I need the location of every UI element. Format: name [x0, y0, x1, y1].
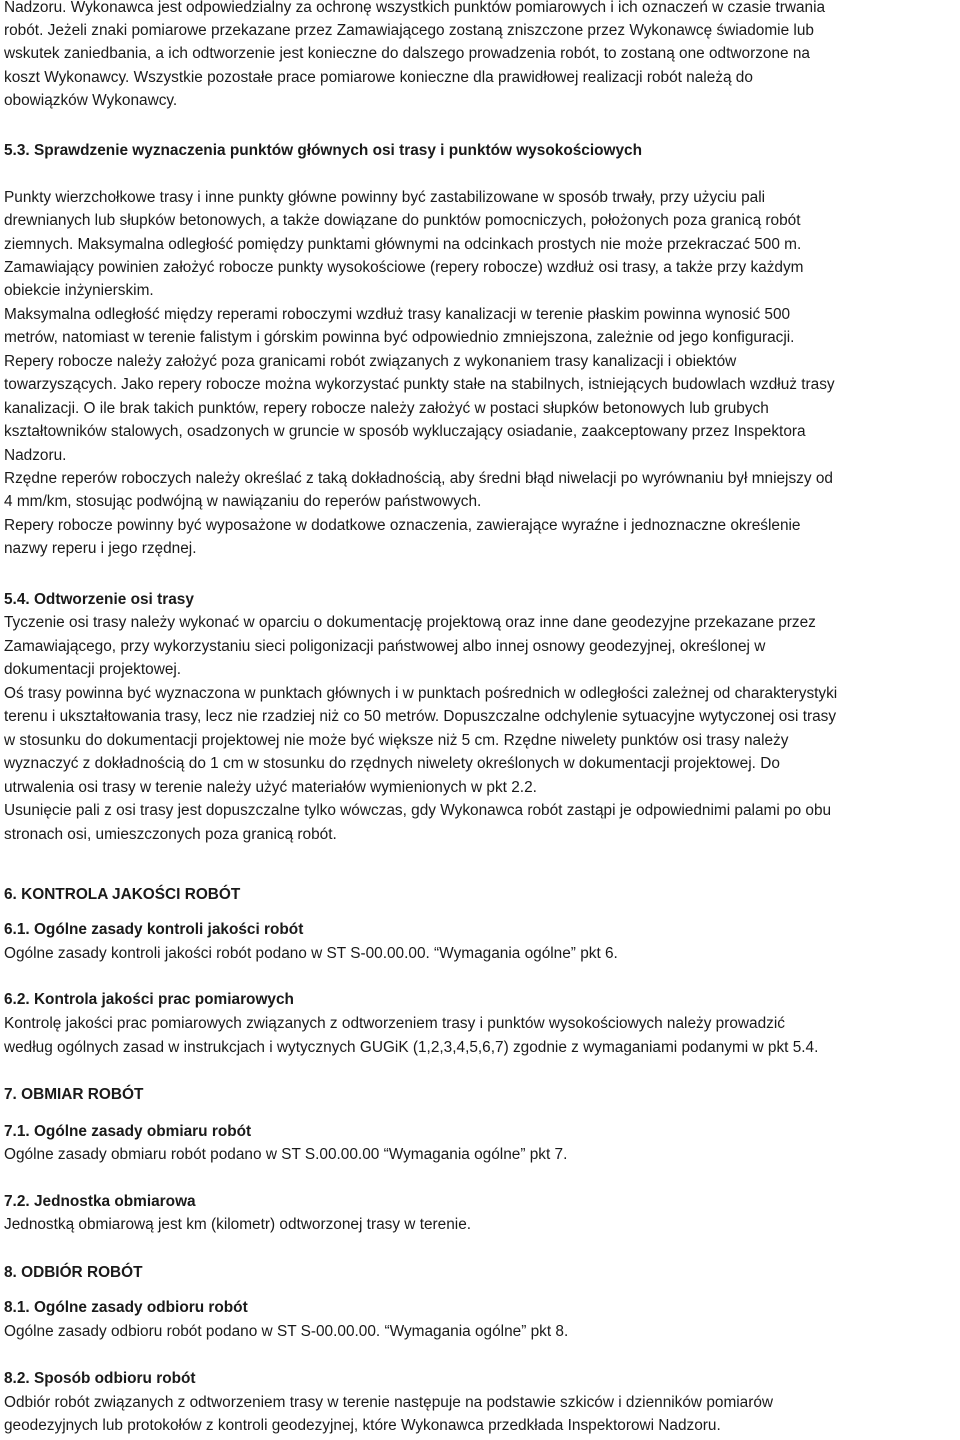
subsection-heading: 7.1. Ogólne zasady obmiaru robót	[4, 1123, 252, 1140]
paragraph-line: kanalizacji. O ile brak takich punktów, repery robocze należy założyć w postaci słupków betonowych lub grubych	[4, 400, 769, 417]
subsection-heading: 8.1. Ogólne zasady odbioru robót	[4, 1299, 248, 1316]
paragraph-line: Ogólne zasady obmiaru robót podano w ST S.00.00.00 “Wymagania ogólne” pkt 7.	[4, 1146, 568, 1163]
paragraph-line: wyznaczyć z dokładnością do 1 cm w stosunku do rzędnych niwelety określonych w dokumentacji projektowej. Do	[4, 755, 780, 772]
section-heading: 8. ODBIÓR ROBÓT	[4, 1264, 143, 1281]
paragraph-line: obiekcie inżynierskim.	[4, 282, 154, 299]
paragraph-line: dokumentacji projektowej.	[4, 661, 182, 678]
paragraph-line: Tyczenie osi trasy należy wykonać w oparciu o dokumentację projektową oraz inne dane geodezyjne przekazane przez	[4, 614, 816, 631]
paragraph-line: Jednostką obmiarową jest km (kilometr) odtworzonej trasy w terenie.	[4, 1216, 472, 1233]
paragraph-line: Oś trasy powinna być wyznaczona w punktach głównych i w punktach pośrednich w odległości zależnej od charakterystyki	[4, 685, 838, 702]
paragraph-line: Odbiór robót związanych z odtworzeniem trasy w terenie następuje na podstawie szkiców i dzienników pomiarów	[4, 1394, 774, 1411]
paragraph-line: Ogólne zasady kontroli jakości robót podano w ST S-00.00.00. “Wymagania ogólne” pkt 6.	[4, 945, 618, 962]
paragraph-line: towarzyszących. Jako repery robocze można wykorzystać punkty stałe na stabilnych, istniejących budowlach wzdłuż trasy	[4, 376, 835, 393]
paragraph-line: ziemnych. Maksymalna odległość pomiędzy punktami głównymi na odcinkach prostych nie może przekraczać 500 m.	[4, 236, 802, 253]
paragraph-line: nazwy reperu i jego rzędnej.	[4, 540, 197, 557]
paragraph-line: robót. Jeżeli znaki pomiarowe przekazane przez Zamawiającego zostaną zniszczone przez Wykonawcę świadomie lub	[4, 22, 814, 39]
paragraph-line: utrwalenia osi trasy w terenie należy użyć materiałów wymienionych w pkt 2.2.	[4, 779, 537, 796]
paragraph-line: Nadzoru. Wykonawca jest odpowiedzialny za ochronę wszystkich punktów pomiarowych i ich oznaczeń w czasie trwania	[4, 0, 826, 16]
paragraph-line: Zamawiającego, przy wykorzystaniu sieci poligonizacji państwowej albo innej osnowy geodezyjnej, określonej w	[4, 638, 766, 655]
subsection-heading: 6.2. Kontrola jakości prac pomiarowych	[4, 991, 294, 1008]
paragraph-line: drewnianych lub słupków betonowych, a także dowiązane do punktów pomocniczych, położonych poza granicą robót	[4, 212, 801, 229]
paragraph-line: 4 mm/km, stosując podwójną w nawiązaniu do reperów państwowych.	[4, 493, 482, 510]
section-heading: 7. OBMIAR ROBÓT	[4, 1086, 144, 1103]
paragraph-line: Repery robocze należy założyć poza granicami robót związanych z wykonaniem trasy kanalizacji i obiektów	[4, 353, 737, 370]
paragraph-line: Nadzoru.	[4, 447, 67, 464]
paragraph-line: Punkty wierzchołkowe trasy i inne punkty główne powinny być zastabilizowane w sposób trwały, przy użyciu pali	[4, 189, 766, 206]
subsection-heading: 7.2. Jednostka obmiarowa	[4, 1193, 196, 1210]
paragraph-line: wskutek zaniedbania, a ich odtworzenie jest konieczne do dalszego prowadzenia robót, to zostaną one odtworzone na	[4, 45, 810, 62]
paragraph-line: Maksymalna odległość między reperami roboczymi wzdłuż trasy kanalizacji w terenie płaskim powinna wynosić 500	[4, 306, 791, 323]
section-heading: 5.4. Odtworzenie osi trasy	[4, 591, 194, 608]
paragraph-line: Kontrolę jakości prac pomiarowych związanych z odtworzeniem trasy i punktów wysokościowych należy prowadzić	[4, 1015, 785, 1032]
subsection-heading: 6.1. Ogólne zasady kontroli jakości robót	[4, 921, 304, 938]
subsection-heading: 8.2. Sposób odbioru robót	[4, 1370, 196, 1387]
paragraph-line: w stosunku do dokumentacji projektowej nie może być większe niż 5 cm. Rzędne niwelety punktów osi trasy należy	[4, 732, 789, 749]
paragraph-line: koszt Wykonawcy. Wszystkie pozostałe prace pomiarowe konieczne dla prawidłowej realizacji robót należą do	[4, 69, 753, 86]
section-heading: 5.3. Sprawdzenie wyznaczenia punktów głównych osi trasy i punktów wysokościowych	[4, 142, 643, 159]
paragraph-line: Repery robocze powinny być wyposażone w dodatkowe oznaczenia, zawierające wyraźne i jednoznaczne określenie	[4, 517, 801, 534]
paragraph-line: według ogólnych zasad w instrukcjach i wytycznych GUGiK (1,2,3,4,5,6,7) zgodnie z wymaganiami podanymi w pkt 5.4.	[4, 1039, 819, 1056]
paragraph-line: Ogólne zasady odbioru robót podano w ST S-00.00.00. “Wymagania ogólne” pkt 8.	[4, 1323, 569, 1340]
paragraph-line: Usunięcie pali z osi trasy jest dopuszczalne tylko wówczas, gdy Wykonawca robót zastąpi je odpowiednimi palami po obu	[4, 802, 832, 819]
paragraph-line: metrów, natomiast w terenie falistym i górskim powinna być odpowiednio zmniejszona, zależnie od jego konfiguracji.	[4, 329, 795, 346]
paragraph-line: stronach osi, umieszczonych poza granicą robót.	[4, 826, 337, 843]
paragraph-line: obowiązków Wykonawcy.	[4, 92, 178, 109]
paragraph-line: Zamawiający powinien założyć robocze punkty wysokościowe (repery robocze) wzdłuż osi trasy, a także przy każdym	[4, 259, 804, 276]
paragraph-line: terenu i ukształtowania trasy, lecz nie rzadziej niż co 50 metrów. Dopuszczalne odchylenie sytuacyjne wytyczonej osi trasy	[4, 708, 837, 725]
paragraph-line: geodezyjnych lub protokołów z kontroli geodezyjnej, które Wykonawca przedkłada Inspektorowi Nadzoru.	[4, 1417, 721, 1434]
paragraph-line: Rzędne reperów roboczych należy określać z taką dokładnością, aby średni błąd niwelacji po wyrównaniu był mniejszy od	[4, 470, 833, 487]
paragraph-line: kształtowników stalowych, osadzonych w gruncie w sposób wykluczający osiadanie, zaakceptowany przez Inspektora	[4, 423, 806, 440]
section-heading: 6. KONTROLA JAKOŚCI ROBÓT	[4, 886, 241, 903]
